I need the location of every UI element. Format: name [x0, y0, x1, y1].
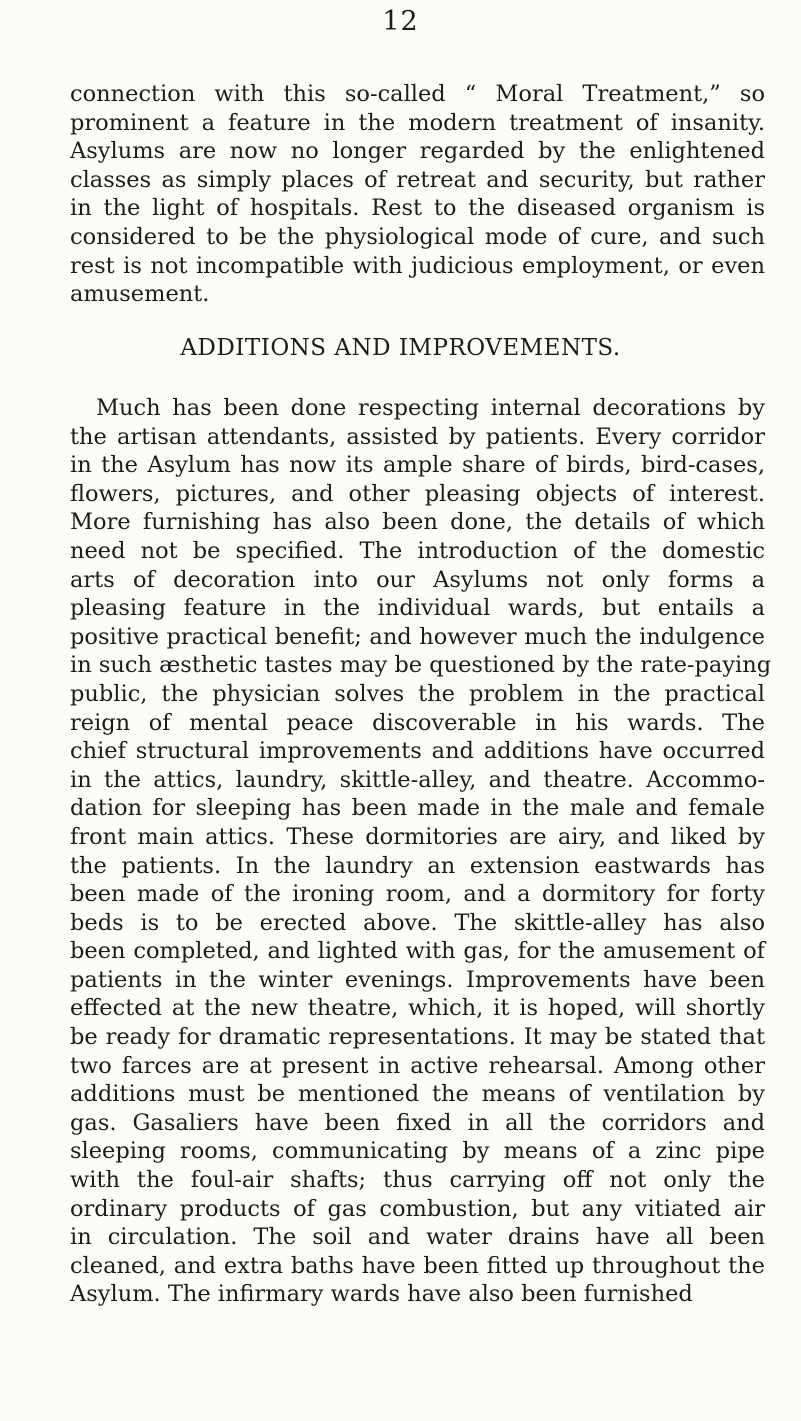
text-line: sleeping rooms, communicating by means of a zinc pipe: [70, 1138, 765, 1165]
text-line: cleaned, and extra baths have been fitted up throughout the: [70, 1252, 765, 1279]
text-line: dation for sleeping has been made in the male and female: [70, 795, 765, 822]
text-line: rest is not incompatible with judicious employment, or even: [70, 252, 765, 279]
section-heading: ADDITIONS AND IMPROVEMENTS.: [180, 335, 621, 361]
text-line: in the Asylum has now its ample share of birds, bird-cases,: [70, 452, 765, 479]
text-line: effected at the new theatre, which, it is hoped, will shortly: [70, 995, 765, 1022]
text-line: in such æsthetic tastes may be questioned by the rate-paying: [70, 652, 772, 679]
text-line: Asylum. The infirmary wards have also been furnished: [70, 1281, 693, 1308]
text-line: in the light of hospitals. Rest to the diseased organism is: [70, 195, 765, 222]
text-line: two farces are at present in active rehearsal. Among other: [70, 1052, 765, 1079]
text-line: been made of the ironing room, and a dormitory for forty: [70, 881, 765, 908]
paragraph-moral-treatment: [70, 80, 765, 309]
text-line: need not be specified. The introduction of the domestic: [70, 537, 765, 564]
text-line: the patients. In the laundry an extension eastwards has: [70, 852, 765, 879]
text-line: More furnishing has also been done, the details of which: [70, 509, 765, 536]
text-line: be ready for dramatic representations. It may be stated that: [70, 1024, 765, 1051]
paragraph-additions: [70, 394, 772, 1309]
text-line: connection with this so-called “ Moral Treatment,” so: [70, 81, 765, 107]
text-line: Asylums are now no longer regarded by the enlightened: [70, 138, 765, 165]
text-line: in circulation. The soil and water drains have all been: [70, 1224, 765, 1251]
text-line: ordinary products of gas combustion, but any vitiated air: [70, 1195, 765, 1222]
text-line: arts of decoration into our Asylums not only forms a: [70, 566, 765, 593]
text-line: front main attics. These dormitories are airy, and liked by: [70, 823, 765, 850]
text-line: classes as simply places of retreat and security, but rather: [70, 166, 765, 193]
text-line: gas. Gasaliers have been fixed in all the corridors and: [70, 1109, 765, 1136]
page-number: 12: [382, 6, 419, 37]
text-line: flowers, pictures, and other pleasing objects of interest.: [70, 480, 765, 507]
text-line: beds is to be erected above. The skittle-alley has also: [70, 909, 765, 936]
text-line: in the attics, laundry, skittle-alley, and theatre. Accommo-: [70, 766, 765, 793]
text-line: prominent a feature in the modern treatment of insanity.: [70, 109, 765, 136]
text-line: positive practical benefit; and however much the indulgence: [70, 623, 765, 650]
text-line: amusement.: [70, 281, 210, 308]
text-line: additions must be mentioned the means of ventilation by: [70, 1081, 765, 1108]
text-line: public, the physician solves the problem in the practical: [70, 680, 765, 707]
text-line: Much has been done respecting internal decorations by: [96, 395, 765, 421]
text-line: with the foul-air shafts; thus carrying off not only the: [70, 1167, 765, 1194]
text-line: chief structural improvements and additions have occurred: [70, 738, 765, 765]
text-line: patients in the winter evenings. Improvements have been: [70, 966, 765, 993]
text-line: considered to be the physiological mode of cure, and such: [70, 223, 765, 250]
text-line: the artisan attendants, assisted by patients. Every corridor: [70, 423, 765, 450]
text-line: pleasing feature in the individual wards, but entails a: [70, 595, 765, 622]
text-line: reign of mental peace discoverable in his wards. The: [70, 709, 765, 736]
text-line: been completed, and lighted with gas, for the amusement of: [70, 938, 765, 965]
